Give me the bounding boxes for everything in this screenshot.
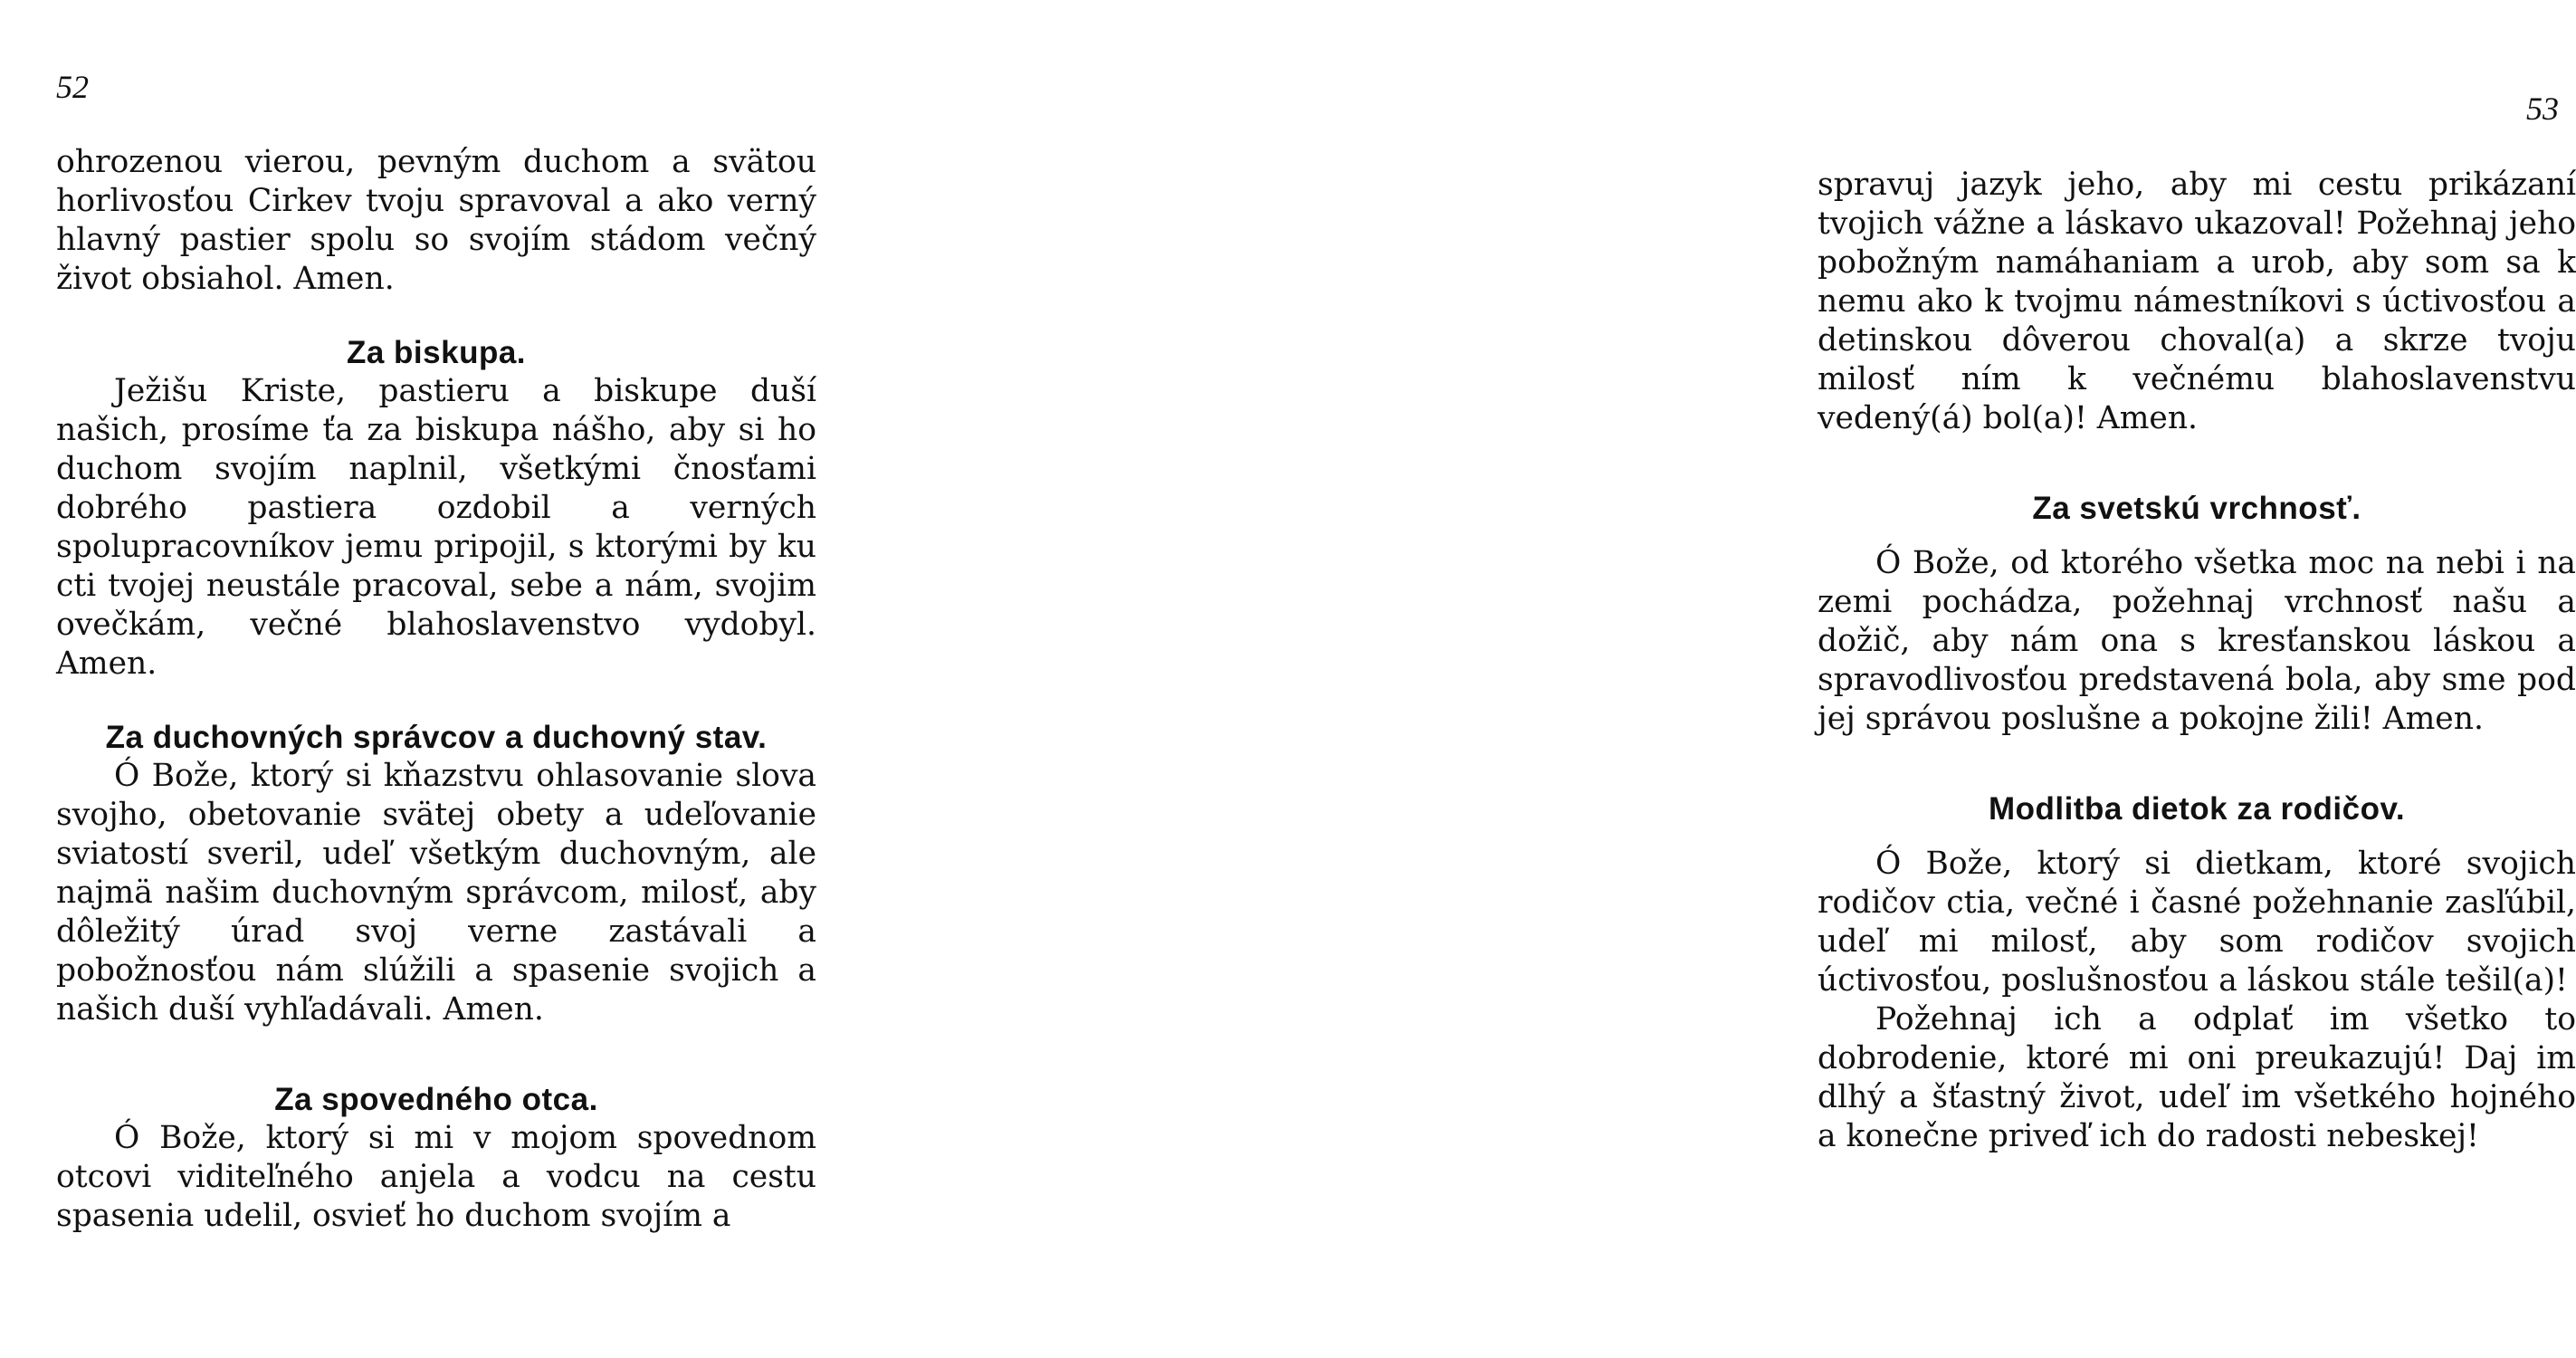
- section-heading: Za svetskú vrchnosť.: [2032, 491, 2361, 526]
- section-heading: Modlitba dietok za rodičov.: [1988, 791, 2406, 827]
- right-page: [865, 0, 2576, 1358]
- section-paragraph: Ó Bože, ktorý si kňazstvu ohlasovanie slova svojho, obetovanie svätej obety a udeľovanie sviatostí sveril, udeľ všetkým duchovným, ale najmä našim duchovným správcom, milosť, aby dôležitý úrad svoj verne zastávali a pobožnosťou nám slúžili a spasenie svojich a našich duší vyhľadávali. Amen.: [56, 758, 816, 1028]
- continued-paragraph: ohrozenou vierou, pevným duchom a svätou horlivosťou Cirkev tvoju spravoval a ako verný hlavný pastier spolu so svojím stádom večný život obsiahol. Amen.: [56, 144, 816, 297]
- section-paragraph: Ježišu Kriste, pastieru a biskupe duší našich, prosíme ťa za biskupa nášho, aby si ho duchom svojím naplnil, všetkými čnosťami dobrého pastiera ozdobil a verných spolupracovníkov jemu pripojil, s ktorými by ku cti tvojej neustále pracoval, sebe a nám, svojim ovečkám, večné blahoslavenstvo vydobyl. Amen.: [56, 373, 816, 682]
- left-page: [0, 0, 865, 1358]
- page-number: 52: [56, 69, 89, 105]
- left-page-text-column: [56, 143, 816, 1236]
- page-number: 53: [2526, 91, 2559, 127]
- right-page-text-column: [1818, 166, 2576, 1156]
- section-heading: Za biskupa.: [346, 335, 527, 370]
- section-paragraph: Ó Bože, ktorý si mi v mojom spovednom otcovi viditeľného anjela a vodcu na cestu spasenia udelil, osvieť ho duchom svojím a: [56, 1120, 816, 1234]
- section-paragraph: Ó Bože, od ktorého všetka moc na nebi i na zemi pochádza, požehnaj vrchnosť našu a dožič, aby nám ona s kresťanskou láskou a spravodlivosťou predstavená bola, aby sme pod jej správou poslušne a pokojne žili! Amen.: [1818, 545, 2576, 737]
- section-heading: Za spovedného otca.: [274, 1082, 598, 1117]
- section-paragraph: Požehnaj ich a odplať im všetko to dobrodenie, ktoré mi oni preukazujú! Daj im dlhý a šťastný život, udeľ im všetkého hojného a konečne priveď ich do radosti nebeskej!: [1818, 1001, 2576, 1154]
- section-heading: Za duchovných správcov a duchovný stav.: [105, 720, 768, 755]
- section-paragraph: Ó Bože, ktorý si dietkam, ktoré svojich rodičov ctia, večné i časné požehnanie zasľúbil, udeľ mi milosť, aby som rodičov svojich úctivosťou, poslušnosťou a láskou stále tešil(a)!: [1818, 846, 2576, 999]
- continued-paragraph: spravuj jazyk jeho, aby mi cestu prikázaní tvojich vážne a láskavo ukazoval! Požehnaj jeho pobožným namáhaniam a urob, aby som sa k nemu ako k tvojmu námestníkovi s úctivosťou a detinskou dôverou choval(a) a skrze tvoju milosť ním k večnému blahoslavenstvu vedený(á) bol(a)! Amen.: [1818, 167, 2576, 436]
